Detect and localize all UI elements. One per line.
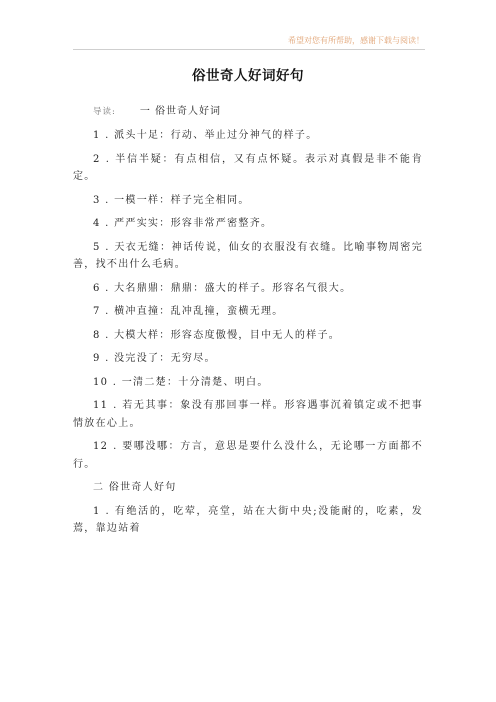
lead-label: 导读: bbox=[93, 107, 116, 117]
section-heading: 二 俗世奇人好句 bbox=[93, 482, 177, 493]
lead-text: 一 俗世奇人好词 bbox=[139, 106, 222, 117]
paragraph: 8 . 大模大样：形容态度傲慢，目中无人的样子。 bbox=[93, 329, 341, 341]
paragraph: 9 . 没完没了：无穷尽。 bbox=[93, 353, 216, 364]
paragraph: 1 . 派头十足：行动、举止过分神气的样子。 bbox=[93, 130, 318, 141]
paragraph: 5 . 天衣无缝：神话传说，仙女的衣服没有衣缝。比喻事物周密完善，找不出什么毛病。 bbox=[73, 241, 423, 270]
paragraph: 4 . 严严实实：形容非常严密整齐。 bbox=[93, 218, 273, 229]
paragraph: 3 . 一模一样：样子完全相同。 bbox=[93, 194, 250, 206]
lead-line bbox=[73, 103, 423, 121]
paragraph: 7 . 横冲直撞：乱冲乱撞，蛮横无理。 bbox=[93, 306, 284, 317]
document-body bbox=[73, 103, 423, 544]
paragraph: 12 . 要哪没哪：方言，意思是要什么没什么，无论哪一方面都不行。 bbox=[73, 441, 423, 470]
paragraph: 10 . 一清二楚：十分清楚、明白。 bbox=[93, 376, 269, 388]
header-note: 希望对您有所帮助，感谢下载与阅读！ bbox=[288, 36, 424, 45]
paragraph: 2 . 半信半疑：有点相信，又有点怀疑。表示对真假是非不能肯定。 bbox=[73, 153, 423, 182]
page-title: 俗世奇人好词好句 bbox=[192, 68, 304, 84]
header-divider bbox=[73, 49, 425, 50]
paragraph: 6 . 大名鼎鼎：鼎鼎：盛大的样子。形容名气很大。 bbox=[93, 282, 352, 294]
paragraph: 11 . 若无其事：象没有那回事一样。形容遇事沉着镇定或不把事情放在心上。 bbox=[73, 400, 423, 429]
paragraph: 1 . 有绝活的，吃荤，亮堂，站在大街中央;没能耐的，吃素，发蔫，靠边站着 bbox=[73, 505, 423, 534]
